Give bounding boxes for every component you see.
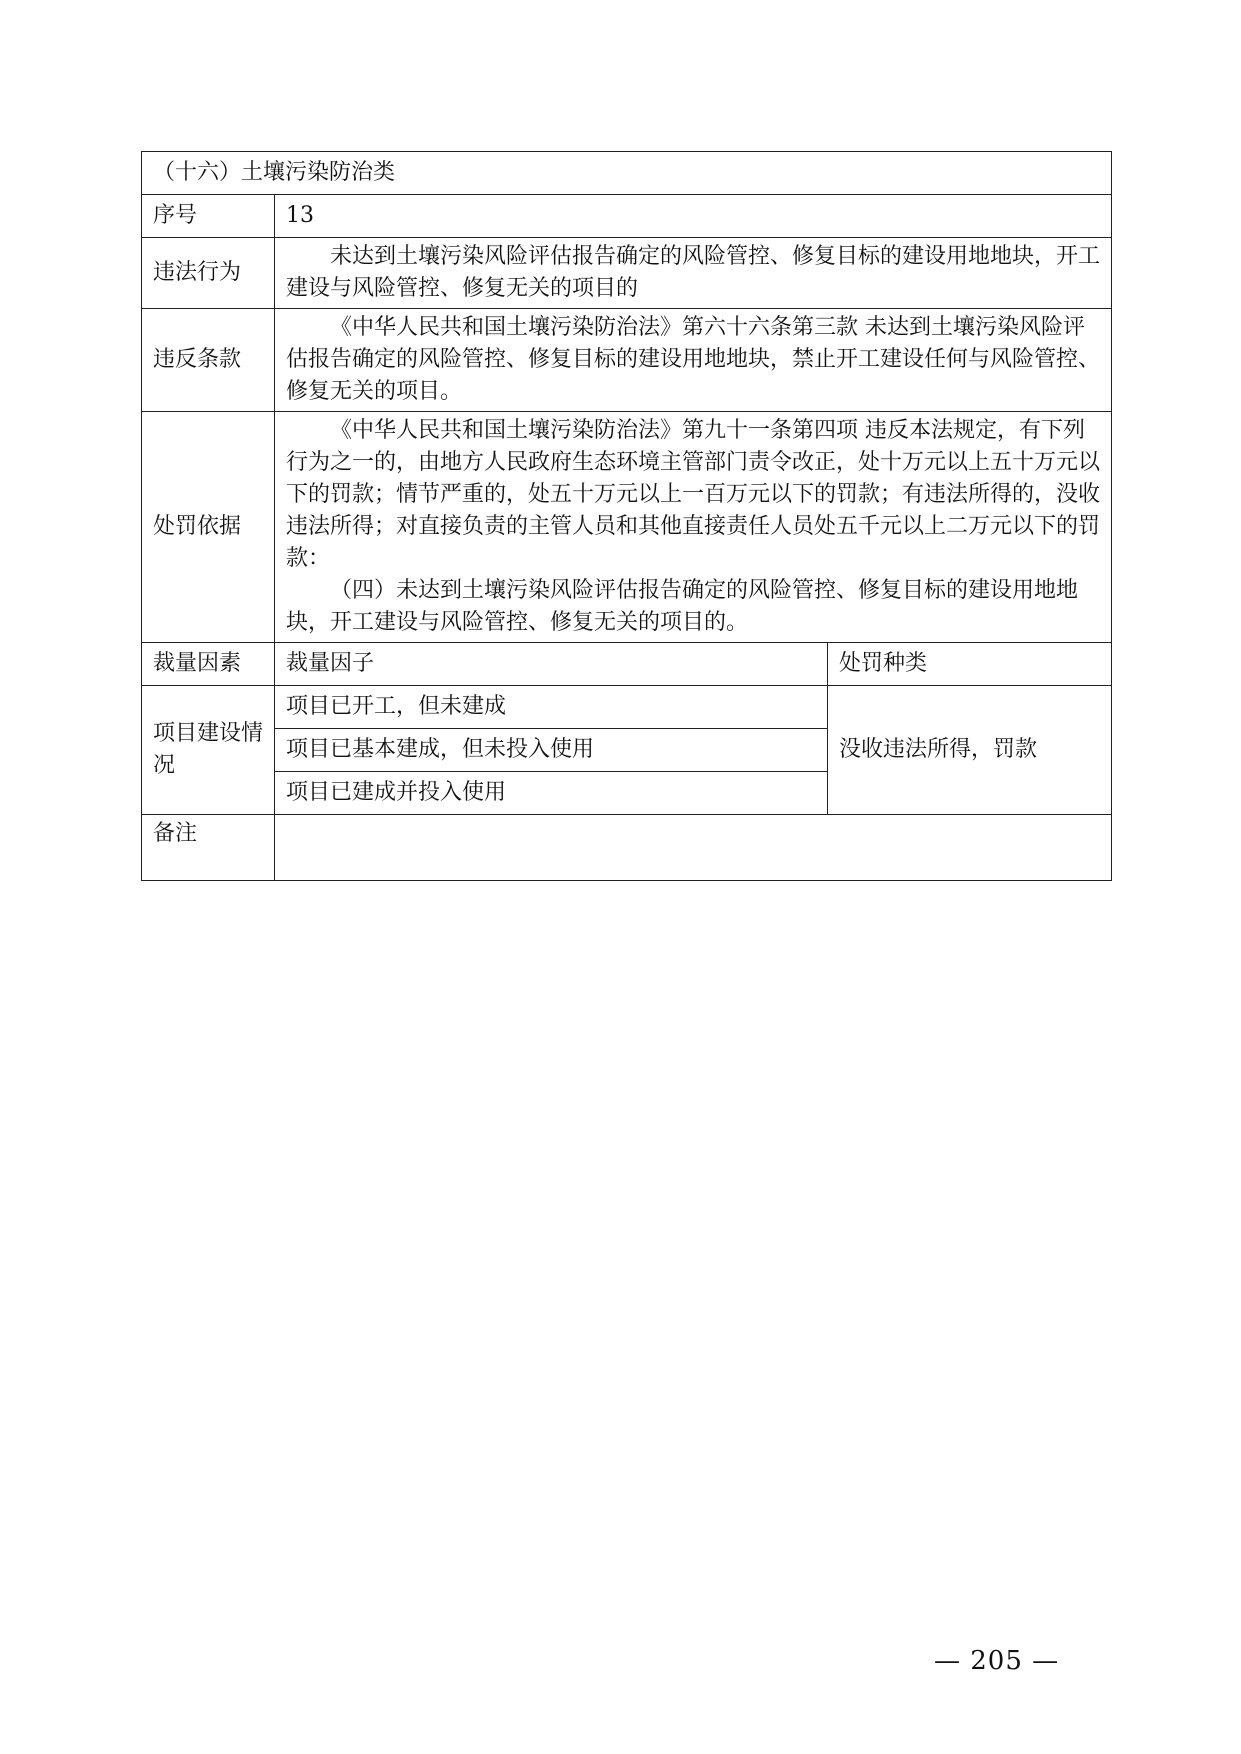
discretion-subfactor-header: 裁量因子 [275, 643, 828, 686]
penalty-basis-label: 处罚依据 [142, 412, 275, 643]
penalty-basis-paragraph-2: （四）未达到土壤污染风险评估报告确定的风险管控、修复目标的建设用地地块，开工建设与风险管控、修复无关的项目的。 [286, 578, 1079, 635]
penalty-discretion-table [141, 151, 1112, 881]
provision-text: 《中华人民共和国土壤污染防治法》第六十六条第三款 未达到土壤污染风险评估报告确定的风险管控、修复目标的建设用地地块，禁止开工建设任何与风险管控、修复无关的项目。 [275, 309, 1112, 412]
violation-label: 违法行为 [142, 238, 275, 309]
penalty-basis-cell [275, 412, 1112, 643]
discretion-subfactor-1: 项目已开工，但未建成 [275, 686, 828, 729]
page-number: — 205 — [934, 1646, 1060, 1676]
discretion-subfactor-3: 项目已建成并投入使用 [275, 772, 828, 815]
violation-text: 未达到土壤污染风险评估报告确定的风险管控、修复目标的建设用地地块，开工建设与风险管控、修复无关的项目的 [275, 238, 1112, 309]
provision-label: 违反条款 [142, 309, 275, 412]
section-title-row [142, 152, 1112, 195]
discretion-group-label: 项目建设情况 [142, 686, 275, 815]
discretion-factor-header: 裁量因素 [142, 643, 275, 686]
penalty-type-header: 处罚种类 [828, 643, 1112, 686]
penalty-type-value: 没收违法所得，罚款 [828, 686, 1112, 815]
section-title: （十六）土壤污染防治类 [142, 152, 1112, 195]
discretion-header-row [142, 643, 1112, 686]
serial-label: 序号 [142, 195, 275, 238]
discretion-row [142, 686, 1112, 729]
provision-row [142, 309, 1112, 412]
serial-value: 13 [275, 195, 1112, 238]
remarks-label: 备注 [142, 815, 275, 881]
violation-row [142, 238, 1112, 309]
remarks-row [142, 815, 1112, 881]
penalty-basis-row [142, 412, 1112, 643]
discretion-subfactor-2: 项目已基本建成，但未投入使用 [275, 729, 828, 772]
penalty-basis-paragraph-1: 《中华人民共和国土壤污染防治法》第九十一条第四项 违反本法规定，有下列行为之一的，由地方人民政府生态环境主管部门责令改正，处十万元以上五十万元以下的罚款；情节严重的，处五十万元以上一百万元以下的罚款；有违法所得的，没收违法所得；对直接负责的主管人员和其他直接责任人员处五千元以上二万元以下的罚款： [286, 418, 1101, 571]
serial-row [142, 195, 1112, 238]
remarks-value [275, 815, 1112, 881]
